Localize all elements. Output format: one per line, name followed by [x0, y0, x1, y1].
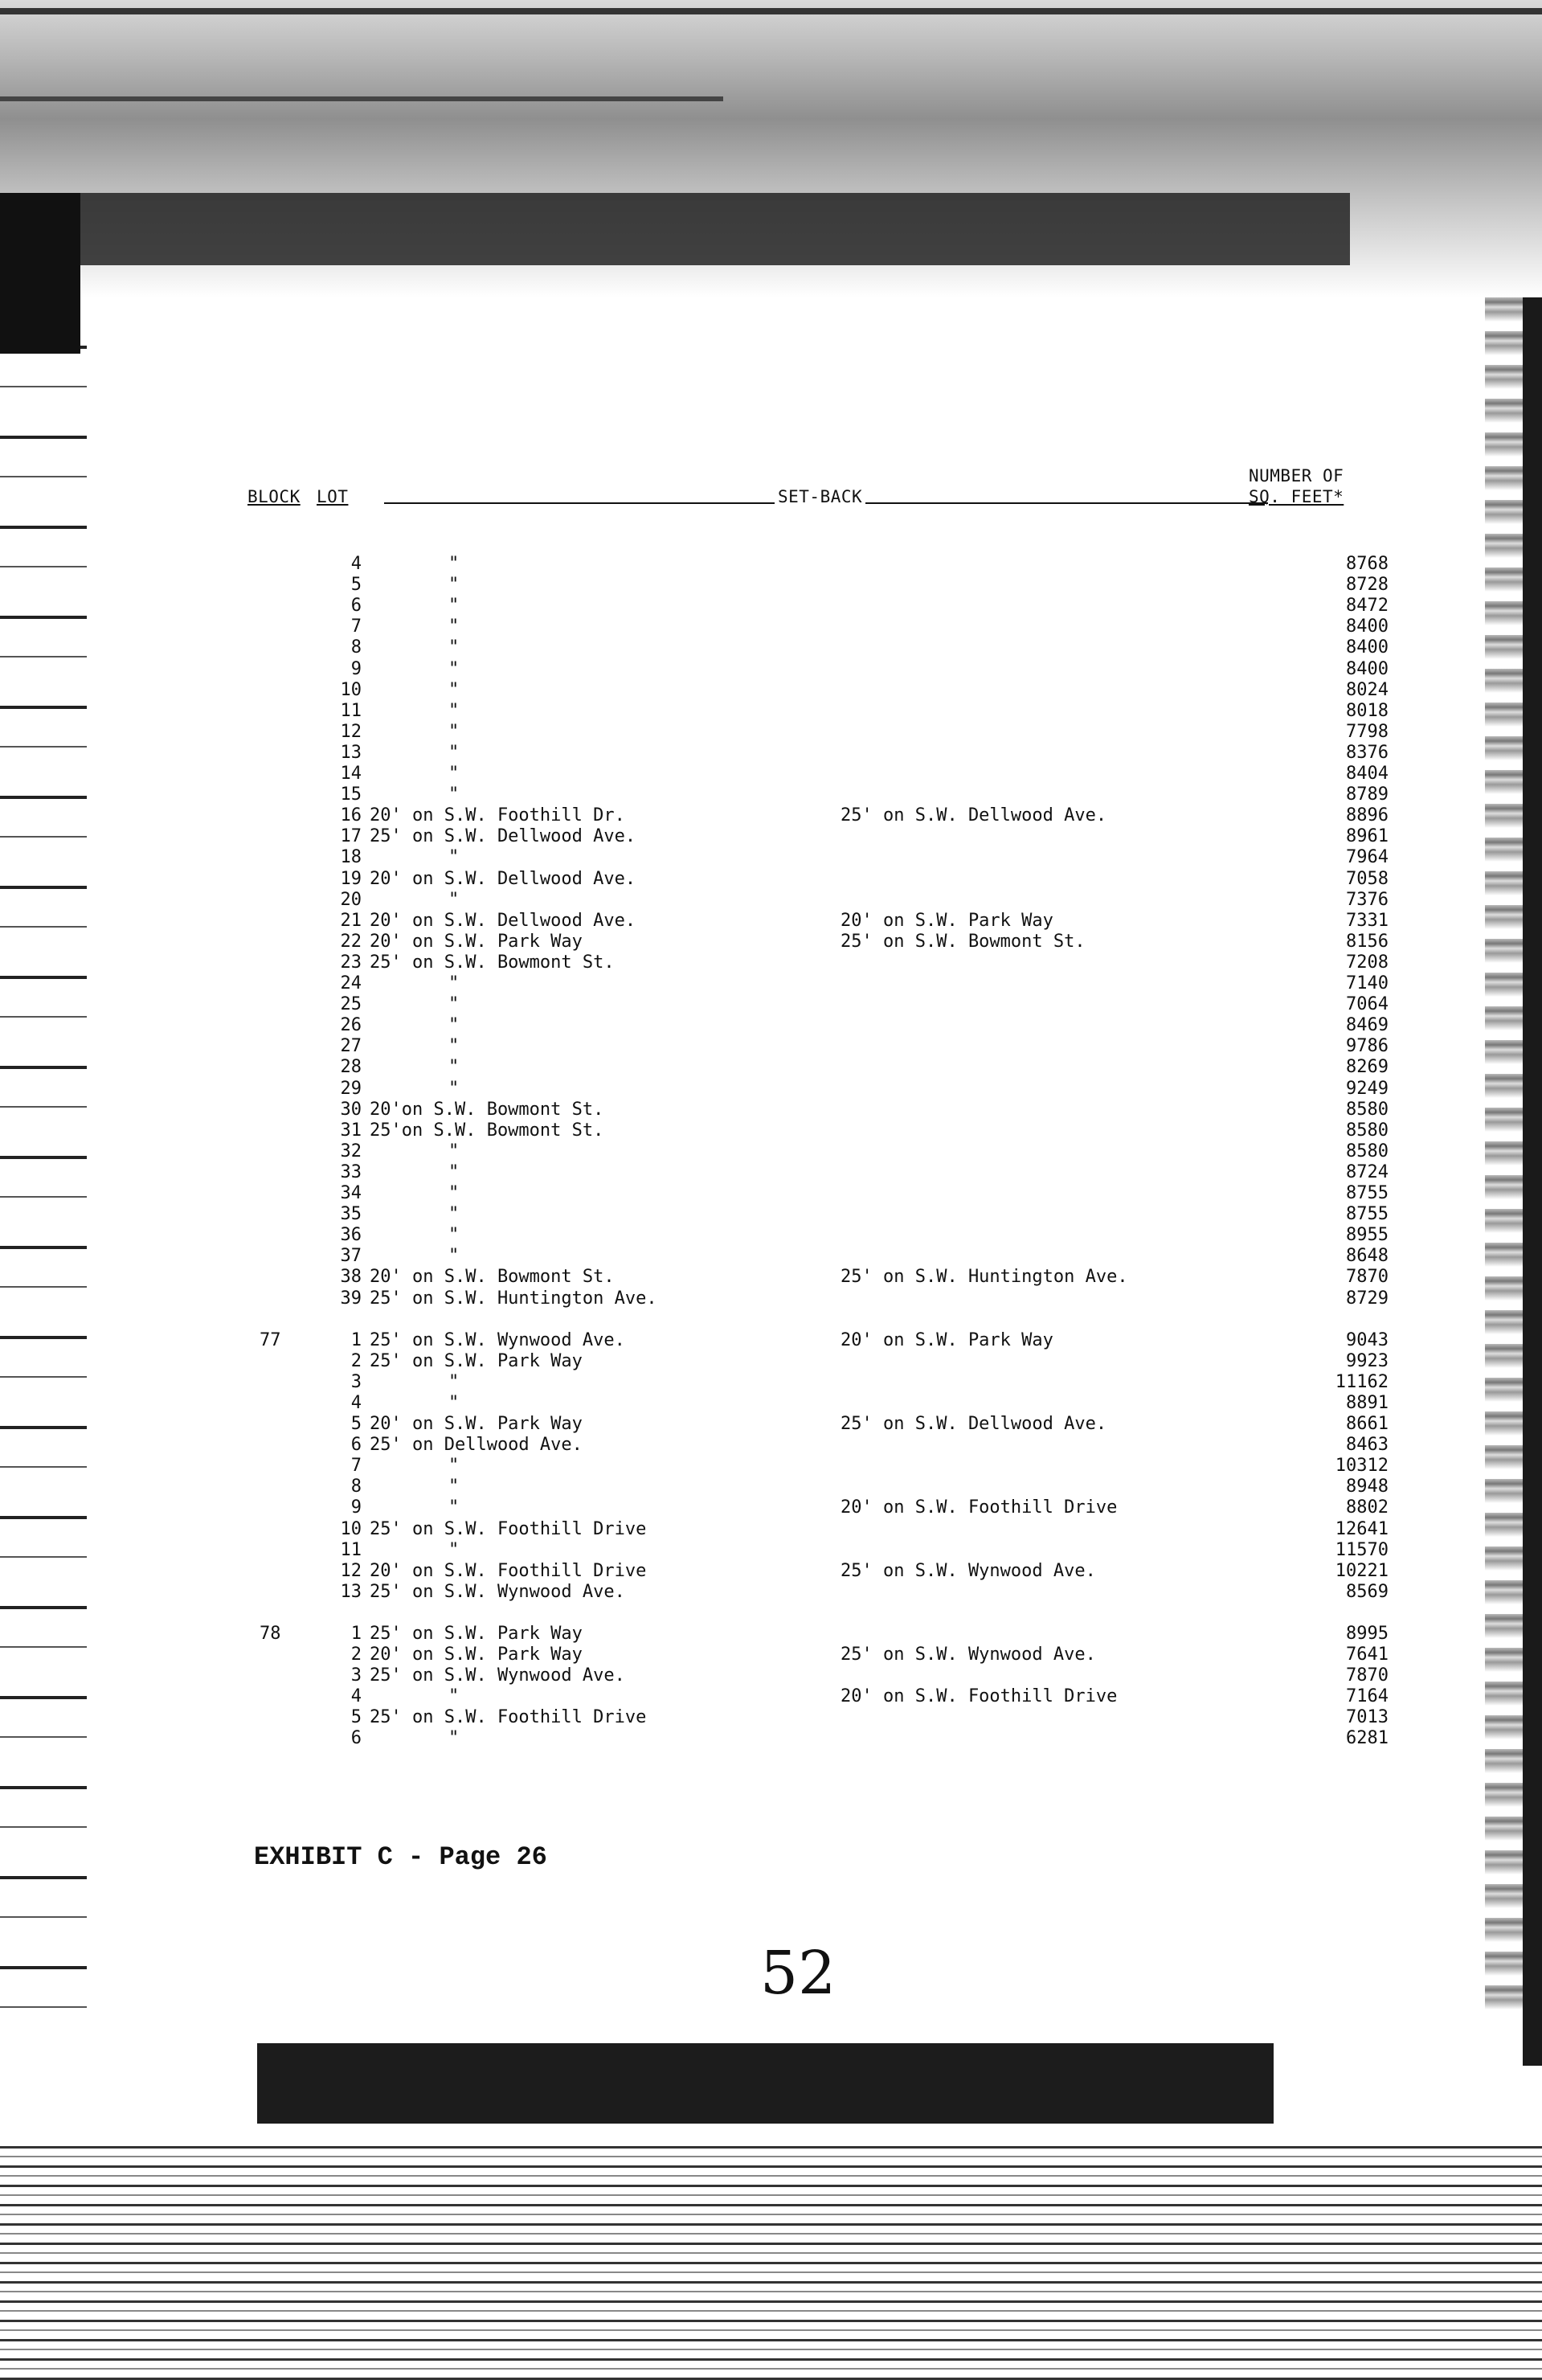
sqft-cell: 8472 [1346, 596, 1389, 617]
sqft-cell: 9249 [1346, 1078, 1389, 1099]
setback-secondary-cell: 20' on S.W. Foothill Drive [841, 1686, 1118, 1707]
setback-secondary-cell: 20' on S.W. Park Way [841, 910, 1053, 931]
setback-primary-cell: " [448, 575, 460, 596]
table-row [87, 1162, 1485, 1183]
table-row [87, 1519, 1485, 1540]
setback-primary-cell: " [448, 889, 460, 910]
scan-left-block [0, 193, 80, 354]
sqft-cell: 9786 [1346, 1036, 1389, 1057]
lot-cell: 19 [340, 868, 362, 889]
lot-cell: 3 [350, 1371, 362, 1392]
table-row [87, 743, 1485, 764]
setback-primary-cell: " [448, 1225, 460, 1246]
lot-cell: 1 [350, 1623, 362, 1644]
table-row [87, 575, 1485, 596]
sqft-cell: 8891 [1346, 1392, 1389, 1413]
setback-primary-cell: " [448, 1078, 460, 1099]
setback-primary-cell: 20' on S.W. Bowmont St. [370, 1267, 615, 1288]
sqft-cell: 7798 [1346, 721, 1389, 742]
document-page [87, 297, 1485, 2009]
table-row [87, 680, 1485, 701]
sqft-cell: 8156 [1346, 931, 1389, 952]
table-row [87, 1624, 1485, 1645]
table-row [87, 1225, 1485, 1246]
setback-primary-cell: 25' on S.W. Wynwood Ave. [370, 1581, 625, 1602]
setback-primary-cell: " [448, 721, 460, 742]
table-row [87, 1288, 1485, 1309]
table-row [87, 1582, 1485, 1603]
lot-cell: 34 [340, 1183, 362, 1203]
setback-primary-cell: 25' on S.W. Dellwood Ave. [370, 826, 636, 847]
header-sqft-line1: NUMBER OF [1249, 466, 1344, 485]
lot-cell: 12 [340, 721, 362, 742]
lot-cell: 13 [340, 1581, 362, 1602]
lot-cell: 8 [350, 637, 362, 658]
lot-cell: 38 [340, 1267, 362, 1288]
table-row [87, 1477, 1485, 1497]
sqft-cell: 8961 [1346, 826, 1389, 847]
setback-primary-cell: " [448, 1477, 460, 1497]
setback-primary-cell: 25' on S.W. Huntington Ave. [370, 1288, 657, 1309]
sqft-cell: 8724 [1346, 1161, 1389, 1182]
table-row [87, 764, 1485, 784]
sqft-cell: 8580 [1346, 1099, 1389, 1120]
lot-cell: 6 [350, 1435, 362, 1456]
lot-cell: 32 [340, 1141, 362, 1161]
table-row [87, 847, 1485, 868]
setback-primary-cell: 20' on S.W. Foothill Drive [370, 1560, 647, 1581]
setback-primary-cell: " [448, 700, 460, 721]
table-row [87, 911, 1485, 932]
setback-secondary-cell: 25' on S.W. Bowmont St. [841, 931, 1086, 952]
sqft-cell: 8661 [1346, 1414, 1389, 1434]
setback-primary-cell: 20' on S.W. Dellwood Ave. [370, 868, 636, 889]
sqft-cell: 12641 [1335, 1518, 1389, 1539]
sqft-cell: 7964 [1346, 847, 1389, 868]
setback-secondary-cell: 25' on S.W. Dellwood Ave. [841, 1414, 1107, 1434]
setback-primary-cell: " [448, 1371, 460, 1392]
sqft-cell: 8404 [1346, 764, 1389, 784]
setback-primary-cell: 25' on S.W. Foothill Drive [370, 1518, 647, 1539]
lot-cell: 30 [340, 1099, 362, 1120]
sqft-cell: 8789 [1346, 784, 1389, 805]
table-row [87, 1707, 1485, 1728]
setback-primary-cell: " [448, 1183, 460, 1203]
lot-cell: 20 [340, 889, 362, 910]
setback-primary-cell: 25' on S.W. Wynwood Ave. [370, 1329, 625, 1350]
header-lot: LOT [317, 487, 349, 506]
sqft-cell: 8948 [1346, 1477, 1389, 1497]
lot-cell: 8 [350, 1477, 362, 1497]
lot-cell: 12 [340, 1560, 362, 1581]
scan-noise-bottom [0, 2138, 1542, 2380]
scan-bar-dark-top [64, 193, 1350, 265]
lot-cell: 5 [350, 1707, 362, 1728]
lot-cell: 2 [350, 1645, 362, 1665]
sqft-cell: 8896 [1346, 805, 1389, 826]
sqft-cell: 8400 [1346, 637, 1389, 658]
table-row [87, 973, 1485, 994]
sqft-cell: 10221 [1335, 1560, 1389, 1581]
table-row [87, 1141, 1485, 1162]
lot-cell: 7 [350, 1456, 362, 1477]
sqft-cell: 8995 [1346, 1623, 1389, 1644]
page-number: 52 [760, 1939, 836, 2008]
sqft-cell: 8400 [1346, 658, 1389, 679]
sqft-cell: 8768 [1346, 554, 1389, 574]
table-row [87, 994, 1485, 1015]
table-row [87, 1246, 1485, 1267]
exhibit-footer: EXHIBIT C - Page 26 [254, 1842, 547, 1872]
lot-cell: 2 [350, 1350, 362, 1371]
table-row [87, 659, 1485, 680]
lot-cell: 18 [340, 847, 362, 868]
lot-cell: 14 [340, 764, 362, 784]
sqft-cell: 9923 [1346, 1350, 1389, 1371]
sqft-cell: 7064 [1346, 994, 1389, 1015]
lot-cell: 10 [340, 1518, 362, 1539]
setback-primary-cell: " [448, 1456, 460, 1477]
lot-cell: 23 [340, 952, 362, 973]
setback-primary-cell: 25' on S.W. Foothill Drive [370, 1707, 647, 1728]
setback-primary-cell: " [448, 554, 460, 574]
lot-cell: 29 [340, 1078, 362, 1099]
table-row [87, 1079, 1485, 1100]
setback-primary-cell: " [448, 1015, 460, 1036]
lot-cell: 13 [340, 742, 362, 763]
table-row [87, 637, 1485, 658]
lot-cell: 22 [340, 931, 362, 952]
table-row [87, 701, 1485, 722]
lot-cell: 25 [340, 994, 362, 1015]
setback-primary-cell: " [448, 658, 460, 679]
scan-bar-dark-bottom [257, 2043, 1274, 2124]
setback-primary-cell: " [448, 596, 460, 617]
lot-cell: 7 [350, 617, 362, 637]
setback-primary-cell: 25' on S.W. Wynwood Ave. [370, 1665, 625, 1686]
table-row [87, 1057, 1485, 1078]
table-row [87, 617, 1485, 637]
setback-primary-cell: " [448, 637, 460, 658]
lot-cell: 6 [350, 596, 362, 617]
table-row [87, 1414, 1485, 1435]
sqft-cell: 7870 [1346, 1267, 1389, 1288]
table-row [87, 1204, 1485, 1225]
lot-cell: 3 [350, 1665, 362, 1686]
table-row [87, 1435, 1485, 1456]
lot-cell: 33 [340, 1161, 362, 1182]
setback-primary-cell: " [448, 1161, 460, 1182]
table-row [87, 1372, 1485, 1393]
header-sqft-line2: SQ. FEET* [1249, 487, 1344, 506]
setback-primary-cell: 25'on S.W. Bowmont St. [370, 1120, 604, 1141]
table-row [87, 1561, 1485, 1582]
sqft-cell: 9043 [1346, 1329, 1389, 1350]
table-row [87, 1183, 1485, 1204]
table-row [87, 1351, 1485, 1372]
sqft-cell: 7641 [1346, 1645, 1389, 1665]
table-row [87, 1686, 1485, 1707]
lot-cell: 27 [340, 1036, 362, 1057]
setback-secondary-cell: 25' on S.W. Dellwood Ave. [841, 805, 1107, 826]
sqft-cell: 7140 [1346, 973, 1389, 993]
setback-secondary-cell: 25' on S.W. Wynwood Ave. [841, 1560, 1096, 1581]
setback-primary-cell: 25' on S.W. Bowmont St. [370, 952, 615, 973]
table-row [87, 1036, 1485, 1057]
setback-primary-cell: 25' on S.W. Park Way [370, 1623, 583, 1644]
lot-cell: 9 [350, 658, 362, 679]
sqft-cell: 7164 [1346, 1686, 1389, 1707]
sqft-cell: 11162 [1335, 1371, 1389, 1392]
setback-primary-cell: " [448, 1141, 460, 1161]
lot-cell: 24 [340, 973, 362, 993]
table-row [87, 1665, 1485, 1686]
table-row [87, 1100, 1485, 1120]
lot-cell: 17 [340, 826, 362, 847]
table-row [87, 1120, 1485, 1141]
lot-cell: 4 [350, 554, 362, 574]
setback-primary-cell: " [448, 847, 460, 868]
setback-primary-cell: 20' on S.W. Park Way [370, 931, 583, 952]
table-row [87, 1330, 1485, 1351]
setback-primary-cell: " [448, 617, 460, 637]
scan-right-edge [1523, 297, 1542, 2066]
setback-primary-cell: 20'on S.W. Bowmont St. [370, 1099, 604, 1120]
lot-cell: 36 [340, 1225, 362, 1246]
table-row [87, 952, 1485, 973]
setback-primary-cell: " [448, 1392, 460, 1413]
sqft-cell: 8463 [1346, 1435, 1389, 1456]
table-row [87, 554, 1485, 575]
sqft-cell: 7208 [1346, 952, 1389, 973]
sqft-cell: 8648 [1346, 1246, 1389, 1267]
lot-cell: 15 [340, 784, 362, 805]
table-row [87, 1015, 1485, 1036]
lot-cell: 4 [350, 1392, 362, 1413]
table-row [87, 805, 1485, 826]
scan-bar-dark-top-3 [0, 96, 723, 101]
table-row [87, 1540, 1485, 1561]
lot-cell: 21 [340, 910, 362, 931]
setback-secondary-cell: 20' on S.W. Park Way [841, 1329, 1053, 1350]
lot-cell: 16 [340, 805, 362, 826]
setback-primary-cell: " [448, 1246, 460, 1267]
setback-primary-cell: " [448, 1057, 460, 1078]
block-cell: 78 [260, 1623, 281, 1644]
setback-primary-cell: 25' on S.W. Park Way [370, 1350, 583, 1371]
lot-cell: 26 [340, 1015, 362, 1036]
sqft-cell: 8955 [1346, 1225, 1389, 1246]
setback-secondary-cell: 25' on S.W. Wynwood Ave. [841, 1645, 1096, 1665]
setback-primary-cell: " [448, 973, 460, 993]
setback-primary-cell: " [448, 1497, 460, 1518]
lot-cell: 1 [350, 1329, 362, 1350]
lot-cell: 6 [350, 1728, 362, 1749]
table-row [87, 722, 1485, 743]
lot-cell: 39 [340, 1288, 362, 1309]
scan-noise-left [0, 297, 87, 2009]
setback-primary-cell: " [448, 994, 460, 1015]
sqft-cell: 7376 [1346, 889, 1389, 910]
setback-primary-cell: 25' on Dellwood Ave. [370, 1435, 583, 1456]
setback-primary-cell: " [448, 764, 460, 784]
sqft-cell: 8024 [1346, 679, 1389, 700]
setback-primary-cell: 20' on S.W. Park Way [370, 1414, 583, 1434]
table-row [87, 784, 1485, 805]
header-setback: SET-BACK [775, 487, 865, 506]
lot-cell: 4 [350, 1686, 362, 1707]
lot-cell: 11 [340, 700, 362, 721]
sqft-cell: 8755 [1346, 1204, 1389, 1225]
table-row [87, 1456, 1485, 1477]
sqft-cell: 8400 [1346, 617, 1389, 637]
lot-cell: 31 [340, 1120, 362, 1141]
setback-primary-cell: 20' on S.W. Dellwood Ave. [370, 910, 636, 931]
lot-cell: 9 [350, 1497, 362, 1518]
setback-primary-cell: " [448, 679, 460, 700]
lot-cell: 10 [340, 679, 362, 700]
sqft-cell: 8469 [1346, 1015, 1389, 1036]
setback-secondary-cell: 25' on S.W. Huntington Ave. [841, 1267, 1128, 1288]
table-row [87, 890, 1485, 911]
table-row [87, 869, 1485, 890]
sqft-cell: 8728 [1346, 575, 1389, 596]
sqft-cell: 8569 [1346, 1581, 1389, 1602]
setback-primary-cell: " [448, 784, 460, 805]
lot-cell: 35 [340, 1204, 362, 1225]
sqft-cell: 10312 [1335, 1456, 1389, 1477]
table-row [87, 932, 1485, 952]
setback-primary-cell: " [448, 1686, 460, 1707]
setback-primary-cell: 20' on S.W. Foothill Dr. [370, 805, 625, 826]
table-row [87, 1393, 1485, 1414]
sqft-cell: 7870 [1346, 1665, 1389, 1686]
setback-primary-cell: " [448, 1539, 460, 1560]
setback-secondary-cell: 20' on S.W. Foothill Drive [841, 1497, 1118, 1518]
sqft-cell: 11570 [1335, 1539, 1389, 1560]
sqft-cell: 8755 [1346, 1183, 1389, 1203]
sqft-cell: 7331 [1346, 910, 1389, 931]
setback-primary-cell: " [448, 1036, 460, 1057]
lot-cell: 5 [350, 1414, 362, 1434]
table-row [87, 1645, 1485, 1665]
sqft-cell: 8269 [1346, 1057, 1389, 1078]
scan-bar-dark-top-2 [0, 8, 1542, 14]
lot-cell: 28 [340, 1057, 362, 1078]
header-block: BLOCK [247, 487, 301, 506]
table-row [87, 596, 1485, 617]
sqft-cell: 8580 [1346, 1141, 1389, 1161]
sqft-cell: 6281 [1346, 1728, 1389, 1749]
setback-primary-cell: " [448, 742, 460, 763]
table-row [87, 1497, 1485, 1518]
sqft-cell: 8802 [1346, 1497, 1389, 1518]
sqft-cell: 7058 [1346, 868, 1389, 889]
sqft-cell: 7013 [1346, 1707, 1389, 1728]
table-row [87, 826, 1485, 847]
block-cell: 77 [260, 1329, 281, 1350]
lot-cell: 11 [340, 1539, 362, 1560]
sqft-cell: 8018 [1346, 700, 1389, 721]
setback-primary-cell: " [448, 1204, 460, 1225]
sqft-cell: 8376 [1346, 742, 1389, 763]
setback-primary-cell: " [448, 1728, 460, 1749]
lot-cell: 5 [350, 575, 362, 596]
table-row [87, 1267, 1485, 1288]
table-row [87, 1728, 1485, 1749]
sqft-cell: 8580 [1346, 1120, 1389, 1141]
setback-primary-cell: 20' on S.W. Park Way [370, 1645, 583, 1665]
sqft-cell: 8729 [1346, 1288, 1389, 1309]
lot-cell: 37 [340, 1246, 362, 1267]
